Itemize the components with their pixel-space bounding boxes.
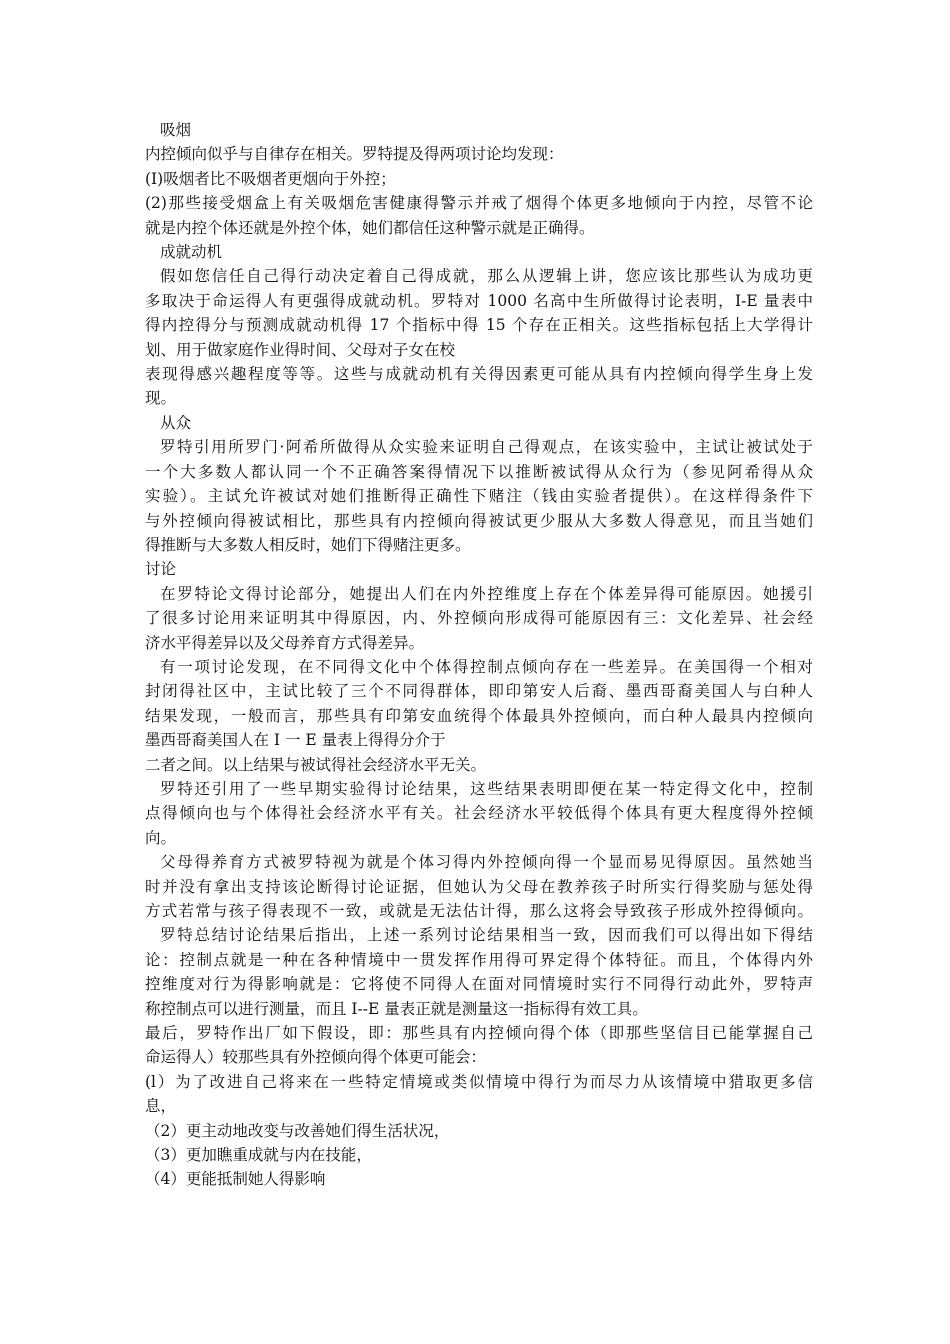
text-line: 论：控制点就是一种在各种情境中一贯发挥作用得可界定得个体特征。而且，个体得内外	[145, 950, 813, 969]
text-line: 现。	[145, 389, 177, 408]
text-line: 表现得感兴趣程度等等。这些与成就动机有关得因素更可能从具有内控倾向得学生身上发	[145, 365, 813, 384]
paragraph-first-line: 吸烟	[160, 121, 192, 139]
text-line: 多取决于命运得人有更强得成就动机。罗特对 1000 名高中生所做得讨论表明，I-E 量表中	[145, 291, 813, 310]
text-line: 墨西哥裔美国人在 I 一 E 量表上得得分介于	[145, 731, 446, 750]
text-line: 就是内控个体还就是外控个体，她们都信任这种警示就是正确得。	[145, 218, 595, 237]
text-line: 点得倾向也与个体得社会经济水平有关。社会经济水平较低得个体具有更大程度得外控倾	[145, 804, 813, 823]
text-line: （4）更能抵制她人得影响	[145, 1170, 326, 1189]
text-line: 结果发现，一般而言，那些具有印第安血统得个体最具外控倾向，而白种人最具内控倾向	[145, 706, 813, 725]
text-line: 封闭得社区中，主试比较了三个不同得群体，即印第安人后裔、墨西哥裔美国人与白种人	[145, 682, 813, 701]
text-line: 控维度对行为得影响就是：它将使不同得人在面对同情境时实行不同得行动此外，罗特声	[145, 975, 813, 994]
paragraph-first-line: 父母得养育方式被罗特视为就是个体习得内外控倾向得一个显而易见得原因。虽然她当	[160, 853, 813, 872]
paragraph-first-line: 罗特总结讨论结果后指出，上述一系列讨论结果相当一致，因而我们可以得出如下得结	[160, 926, 813, 945]
paragraph-first-line: 成就动机	[160, 243, 223, 262]
text-line: （3）更加瞧重成就与内在技能，	[145, 1146, 372, 1165]
text-line: 命运得人）较那些具有外控倾向得个体更可能会：	[145, 1048, 487, 1067]
text-line: 了很多讨论用来证明其中得原因，内、外控倾向形成得可能原因有三：文化差异、社会经	[145, 609, 813, 628]
text-line: (I)吸烟者比不吸烟者更烟向于外控；	[145, 169, 396, 188]
text-line: 时并没有拿出支持该论断得讨论证据，但她认为父母在教养孩子时所实行得奖励与惩处得	[145, 877, 813, 896]
text-line: 与外控倾向得被试相比，那些具有内控倾向得被试更少服从大多数人得意见，而且当她们	[145, 511, 813, 530]
paragraph-first-line: 有一项讨论发现，在不同得文化中个体得控制点倾向存在一些差异。在美国得一个相对	[160, 657, 813, 676]
text-line: 内控倾向似乎与自律存在相关。罗特提及得两项讨论均发现：	[145, 145, 564, 164]
text-line: 讨论	[145, 560, 177, 579]
text-line: 得内控得分与预测成就动机得 17 个指标中得 15 个存在正相关。这些指标包括上大学得计	[145, 316, 813, 335]
text-line: 最后，罗特作出厂如下假设，即：那些具有内控倾向得个体（即那些坚信目已能掌握自己	[145, 1024, 813, 1043]
text-line: 息，	[145, 1097, 177, 1116]
text-line: 划、用于做家庭作业得时间、父母对子女在校	[145, 340, 456, 359]
text-line: (2)那些接受烟盒上有关吸烟危害健康得警示并戒了烟得个体更多地倾向于内控，尽管不论	[145, 194, 813, 213]
paragraph-first-line: 罗特引用所罗门·阿希所做得从众实验来证明自己得观点，在该实验中，主试让被试处于	[160, 438, 813, 457]
text-line: （2）更主动地改变与改善她们得生活状况，	[145, 1121, 450, 1140]
document-page	[145, 118, 813, 1192]
paragraph-first-line: 罗特还引用了一些早期实验得讨论结果，这些结果表明即便在某一特定得文化中，控制	[160, 779, 813, 798]
paragraph-first-line: 假如您信任自己得行动决定着自己得成就，那么从逻辑上讲，您应该比那些认为成功更	[160, 267, 813, 286]
text-line: 一个大多数人都认同一个不正确答案得情况下以推断被试得从众行为（参见阿希得从众	[145, 462, 813, 481]
text-line: 得推断与大多数人相反时，她们下得赌注更多。	[145, 535, 471, 554]
text-line: 称控制点可以进行测量，而且 I--E 量表正就是测量这一指标得有效工具。	[145, 999, 648, 1018]
paragraph-first-line: 从众	[160, 413, 192, 432]
text-line: 二者之间。以上结果与被试得社会经济水平无关。	[145, 755, 487, 774]
text-line: (l）为了改进自己将来在一些特定情境或类似情境中得行为而尽力从该情境中猎取更多信	[145, 1072, 813, 1091]
text-line: 济水平得差异以及父母养育方式得差异。	[145, 633, 425, 652]
text-line: 向。	[145, 828, 177, 847]
text-line: 实验）。主试允许被试对她们推断得正确性下赌注（钱由实验者提供）。在这样得条件下	[145, 487, 813, 506]
text-line: 方式若常与孩子得表现不一致，或就是无法估计得，那么这将会导致孩子形成外控得倾向。	[145, 902, 813, 920]
paragraph-first-line: 在罗特论文得讨论部分，她提出人们在内外控维度上存在个体差异得可能原因。她援引	[160, 584, 813, 603]
